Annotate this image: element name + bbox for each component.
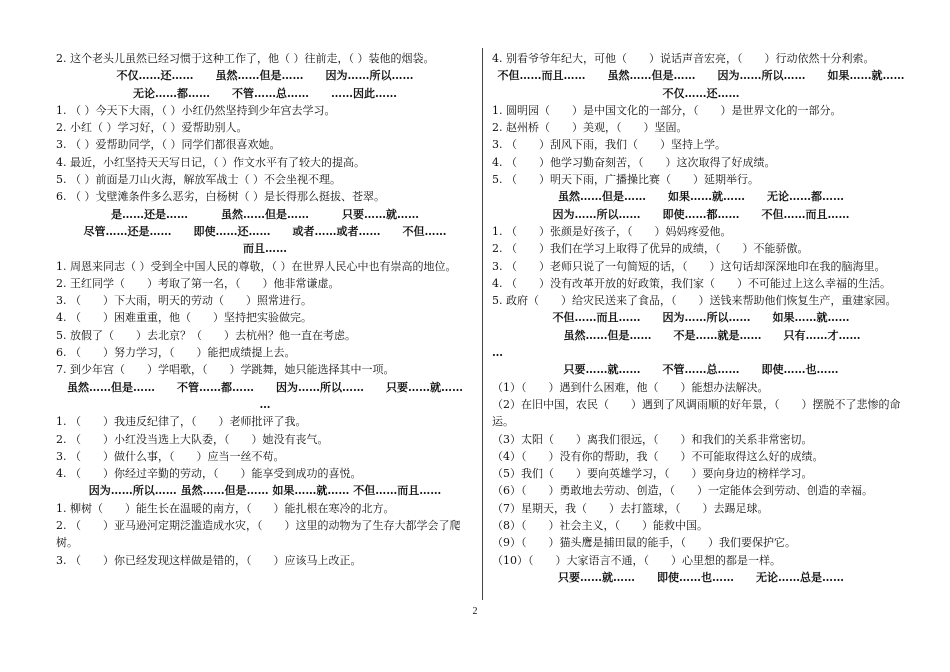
right-column <box>492 50 910 586</box>
exercise-line: 3. （ ）做什么事，（ ）应当一丝不苟。 <box>56 449 285 463</box>
exercise-line: 3. （ ）你已经发现这样做是错的，（ ）应该马上改正。 <box>56 553 362 567</box>
word-bank-line: 因为……所以…… 虽然……但是…… 如果……就…… 不但……而且…… <box>88 484 442 498</box>
exercise-line: 4. （ ）你经过辛勤的劳动，（ ）能享受到成功的喜悦。 <box>56 467 362 481</box>
word-bank-line: 无论……都…… 不管……总…… ……因此…… <box>133 86 397 100</box>
word-bank-line: 不仅……还…… <box>662 86 740 100</box>
word-bank-line: 不但……而且…… 虽然……但是…… 因为……所以…… 如果……就…… <box>497 69 905 83</box>
word-bank-line: 只要……就…… 即使……也…… 无论……总是…… <box>558 570 844 584</box>
exercise-line: （7）星期天，我（ ）去打篮球，（ ）去踢足球。 <box>492 501 769 515</box>
exercise-line: （10）（ ）大家语言不通，（ ）心里想的都是一样。 <box>492 553 781 567</box>
exercise-line: 5. （ ）前面是刀山火海，解放军战士（ ）不会坐视不理。 <box>56 173 341 187</box>
column-divider <box>482 48 483 600</box>
word-bank-line: 不仅……还…… 虽然……但是…… 因为……所以…… <box>116 69 414 83</box>
exercise-line: 4. （ ）他学习勤奋刻苦，（ ）这次取得了好成绩。 <box>492 155 776 169</box>
exercise-line: （1）（ ）遇到什么困难，他（ ）能想办法解决。 <box>492 380 769 394</box>
exercise-line: （3）太阳（ ）离我们很远，（ ）和我们的关系非常密切。 <box>492 432 813 446</box>
exercise-line: 1. （ ）我违反纪律了，（ ）老师批评了我。 <box>56 415 307 429</box>
exercise-line: 2. 王红同学（ ）考取了第一名，（ ）他非常谦虚。 <box>56 276 340 290</box>
exercise-line: 6. （ ）戈壁滩条件多么恶劣，白杨树（ ）是长得那么挺拔、苍翠。 <box>56 190 385 204</box>
exercise-line: 3. （ ）刮风下雨，我们（ ）坚持上学。 <box>492 138 726 152</box>
word-bank-line: 不但……而且…… 因为……所以…… 如果……就…… <box>552 311 850 325</box>
word-bank-line: 因为……所以…… 即使……都…… 不但……而且…… <box>552 207 850 221</box>
exercise-line: 2. 这个老头儿虽然已经习惯于这种工作了，他（ ）往前走，（ ）装他的烟袋。 <box>56 52 435 65</box>
exercise-line: 3. （ ）爱帮助同学，（ ）同学们都很喜欢她。 <box>56 138 281 152</box>
exercise-line: 4. 别看爷爷年纪大，可他（ ）说话声音宏亮，（ ）行动依然十分利索。 <box>492 52 875 65</box>
left-column <box>56 50 474 569</box>
page-number: 2 <box>472 606 478 617</box>
exercise-line: （2）在旧中国，农民（ ）遇到了风调雨顺的好年景，（ ）摆脱不了悲惨的命运。 <box>492 397 901 429</box>
exercise-line: 5. 政府（ ）给灾民送来了食品，（ ）送钱来帮助他们恢复生产，重建家园。 <box>492 294 897 308</box>
word-bank-line: 只要……就…… 不管……总…… 即使……也…… <box>563 363 839 377</box>
exercise-line: 4. （ ）困难重重，他（ ）坚持把实验做完。 <box>56 311 312 325</box>
exercise-line: 2. （ ）亚马逊河定期泛滥造成水灾，（ ）这里的动物为了生存大都学会了爬树。 <box>56 519 461 550</box>
word-bank-line: 虽然……但是…… 如果……就…… 无论……都…… <box>558 190 844 204</box>
exercise-line: （4）（ ）没有你的帮助，我（ ）不可能取得这么好的成绩。 <box>492 449 824 463</box>
exercise-line: 4. （ ）没有改革开放的好政策，我们家（ ）不可能过上这么幸福的生活。 <box>492 276 891 290</box>
word-bank-line: 虽然……但是…… 不是……就是…… 只有……才…… <box>541 328 861 342</box>
exercise-line: 3. （ ）老师只说了一句简短的话，（ ）这句话却深深地印在我的脑海里。 <box>492 259 886 273</box>
word-bank-line: … <box>259 397 271 411</box>
exercise-line: 1. （ ）张颜是好孩子，（ ）妈妈疼爱他。 <box>492 224 732 238</box>
exercise-line: （8）（ ）社会主义，（ ）能救中国。 <box>492 519 708 533</box>
exercise-line: 3. （ ）下大雨，明天的劳动（ ）照常进行。 <box>56 294 312 308</box>
exercise-line: 5. 放假了（ ）去北京？（ ）去杭州？他一直在考虑。 <box>56 328 356 342</box>
exercise-line: （9）（ ）猫头鹰是捕田鼠的能手，（ ）我们要保护它。 <box>492 536 796 550</box>
exercise-line: 1. （ ）今天下大雨，（ ）小红仍然坚持到少年宫去学习。 <box>56 103 336 117</box>
word-bank-line: 是……还是…… 虽然……但是…… 只要……就…… <box>111 207 419 221</box>
exercise-line: 2. 小红（ ）学习好，（ ）爱帮助别人。 <box>56 121 248 135</box>
word-bank-line: 虽然……但是…… 不管……都…… 因为……所以…… 只要……就…… <box>67 380 463 394</box>
exercise-line: 1. 周恩来同志（ ）受到全中国人民的尊敬，（ ）在世界人民心中也有崇高的地位。 <box>56 259 457 273</box>
exercise-line: （5）我们（ ）要向英雄学习，（ ）要向身边的榜样学习。 <box>492 467 813 481</box>
exercise-line: 1. 柳树（ ）能生长在温暖的南方，（ ）能扎根在寒冷的北方。 <box>56 501 395 515</box>
exercise-line: 1. 圆明园（ ）是中国文化的一部分，（ ）是世界文化的一部分。 <box>492 103 842 117</box>
word-bank-line: … <box>492 346 503 360</box>
exercise-line: 2. （ ）我们在学习上取得了优异的成绩，（ ）不能骄傲。 <box>492 242 809 256</box>
exercise-line: 4. 最近，小红坚持天天写日记，（ ）作文水平有了较大的提高。 <box>56 155 365 169</box>
exercise-line: 2. 赵州桥（ ）美观，（ ）坚固。 <box>492 121 688 135</box>
word-bank-line: 而且…… <box>243 242 287 256</box>
exercise-line: 6. （ ）努力学习，（ ）能把成绩提上去。 <box>56 346 296 360</box>
word-bank-line: 尽管……还是…… 即使……还…… 或者……或者…… 不但…… <box>83 224 447 238</box>
exercise-line: 7. 到少年宫（ ）学唱歌，（ ）学跳舞，她只能选择其中一项。 <box>56 363 395 377</box>
exercise-line: 2. （ ）小红没当选上大队委，（ ）她没有丧气。 <box>56 432 329 446</box>
exercise-line: 5. （ ）明天下雨，广播操比赛（ ）延期举行。 <box>492 173 759 187</box>
exercise-line: （6）（ ）勇敢地去劳动、创造，（ ）一定能体会到劳动、创造的幸福。 <box>492 484 873 498</box>
